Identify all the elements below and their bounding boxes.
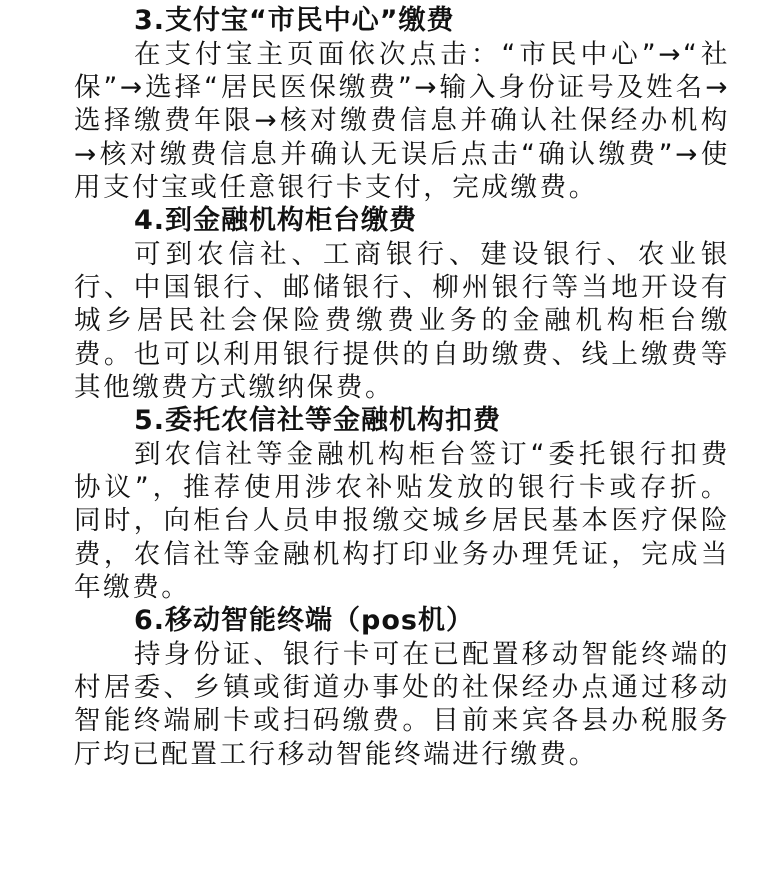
section-body: 在支付宝主页面依次点击：“市民中心”→“社保”→选择“居民医保缴费”→输入身份证号及姓名→选择缴费年限→核对缴费信息并确认社保经办机构→核对缴费信息并确认无误后点击“确认缴费”→使用支付宝或任意银行卡支付，完成缴费。 <box>74 39 730 203</box>
section-heading: 6.移动智能终端（pos机） <box>134 605 474 637</box>
document-page <box>74 0 730 771</box>
section-pos-terminal <box>74 604 730 771</box>
section-heading: 3.支付宝“市民中心”缴费 <box>134 5 455 36</box>
section-body: 到农信社等金融机构柜台签订“委托银行扣费协议”，推荐使用涉农补贴发放的银行卡或存折。同时，向柜台人员申报缴交城乡居民基本医疗保险费，农信社等金融机构打印业务办理凭证，完成当年缴费。 <box>74 439 730 603</box>
section-body: 持身份证、银行卡可在已配置移动智能终端的村居委、乡镇或街道办事处的社保经办点通过移动智能终端刷卡或扫码缴费。目前来宾各县办税服务厅均已配置工行移动智能终端进行缴费。 <box>74 639 730 770</box>
section-alipay-payment <box>74 4 730 204</box>
section-heading: 4.到金融机构柜台缴费 <box>134 205 418 237</box>
section-counter-payment <box>74 204 730 404</box>
section-body: 可到农信社、工商银行、建设银行、农业银行、中国银行、邮储银行、柳州银行等当地开设有城乡居民社会保险费缴费业务的金融机构柜台缴费。也可以利用银行提供的自助缴费、线上缴费等其他缴费方式缴纳保费。 <box>74 239 730 403</box>
section-entrusted-deduction <box>74 404 730 604</box>
section-heading: 5.委托农信社等金融机构扣费 <box>134 405 502 437</box>
